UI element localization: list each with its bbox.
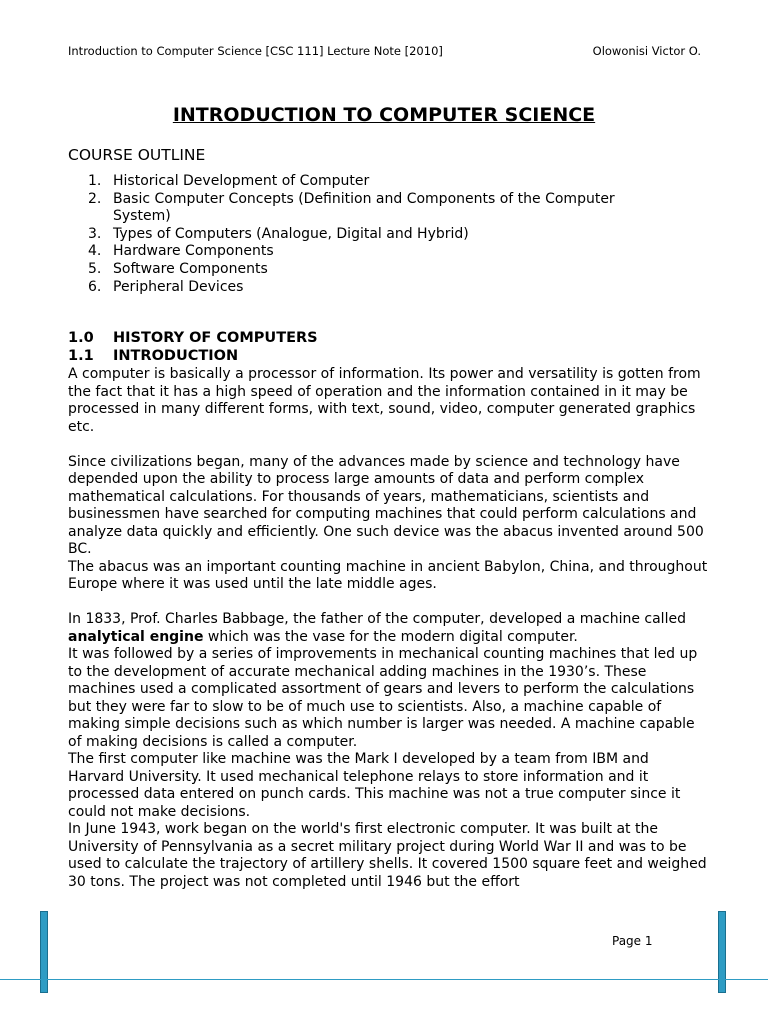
outline-item-text: Software Components (113, 260, 268, 277)
document-title: INTRODUCTION TO COMPUTER SCIENCE (172, 104, 596, 126)
outline-item-text: Types of Computers (Analogue, Digital and Hybrid) (113, 225, 469, 242)
paragraph-text: which was the vase for the modern digital computer. (203, 628, 578, 645)
body-text (68, 366, 708, 891)
footer-left-bar (40, 911, 48, 993)
outline-item-text: Basic Computer Concepts (Definition and Components of the Computer System) (113, 190, 615, 225)
paragraph: The abacus was an important counting machine in ancient Babylon, China, and throughout Europe where it was used until the late middle ages. (68, 558, 708, 592)
header-course-title: Introduction to Computer Science [CSC 111] Lecture Note [2010] (68, 44, 443, 58)
outline-item (68, 191, 668, 226)
outline-item (68, 261, 668, 279)
outline-item-number: 3. (88, 225, 102, 242)
page-number: Page 1 (612, 934, 653, 948)
section-heading (68, 330, 318, 346)
paragraph: It was followed by a series of improvements in mechanical counting machines that led up to the development of accurate mechanical adding machines in the 1930’s. These machines used a complicated assortment of gears and levers to perform the calculations but they were far to slow to be of much use to scientists. Also, a machine capable of making simple decisions such as which number is larger was needed. A machine capable of making decisions is called a computer. (68, 646, 698, 750)
outline-item-text: Hardware Components (113, 243, 274, 260)
paragraph: The first computer like machine was the Mark I developed by a team from IBM and Harvard University. It used mechanical telephone relays to store information and it processed data entered on punch cards. This machine was not a true computer since it could not make decisions. (68, 751, 681, 820)
outline-item-number: 4. (88, 243, 102, 260)
paragraph: A computer is basically a processor of information. Its power and versatility is gotten from the fact that it has a high speed of operation and the information contained in it may be processed in many different forms, with text, sound, video, computer generated graphics etc. (68, 366, 701, 435)
outline-item-number: 1. (88, 173, 102, 189)
outline-item-number: 6. (88, 278, 102, 295)
outline-item-number: 5. (88, 260, 102, 277)
outline-item (68, 173, 668, 191)
outline-item-text: Peripheral Devices (113, 278, 244, 295)
outline-item (68, 226, 668, 244)
outline-item-number: 2. (88, 190, 102, 207)
header-author: Olowonisi Victor O. (592, 44, 701, 58)
paragraph-text: In 1833, Prof. Charles Babbage, the father of the computer, developed a machine called (68, 611, 686, 627)
subsection-heading (68, 348, 238, 364)
outline-item-text: Historical Development of Computer (113, 173, 370, 189)
footer-divider (0, 979, 768, 980)
course-outline-heading: COURSE OUTLINE (68, 146, 206, 164)
subsection-number: 1.1 (68, 348, 94, 364)
paragraph: Since civilizations began, many of the advances made by science and technology have depended upon the ability to process large amounts of data and perform complex mathematical calculations. For thousands of years, mathematicians, scientists and businessmen have searched for computing machines that could perform calculations and analyze data quickly and efficiently. One such device was the abacus invented around 500 BC. (68, 453, 704, 557)
section-number: 1.0 (68, 330, 94, 346)
footer-right-bar (718, 911, 726, 993)
page-header (68, 44, 701, 58)
paragraph (68, 611, 708, 646)
paragraph: In June 1943, work began on the world's first electronic computer. It was built at the University of Pennsylvania as a secret military project during World War II and was to be used to calculate the trajectory of artillery shells. It covered 1500 square feet and weighed 30 tons. The project was not completed until 1946 but the effort (68, 821, 707, 890)
outline-item (68, 243, 668, 261)
section-title: HISTORY OF COMPUTERS (113, 330, 318, 346)
outline-item (68, 279, 668, 297)
bold-term: analytical engine (68, 628, 204, 645)
course-outline-list (68, 173, 668, 296)
subsection-title: INTRODUCTION (113, 348, 239, 364)
